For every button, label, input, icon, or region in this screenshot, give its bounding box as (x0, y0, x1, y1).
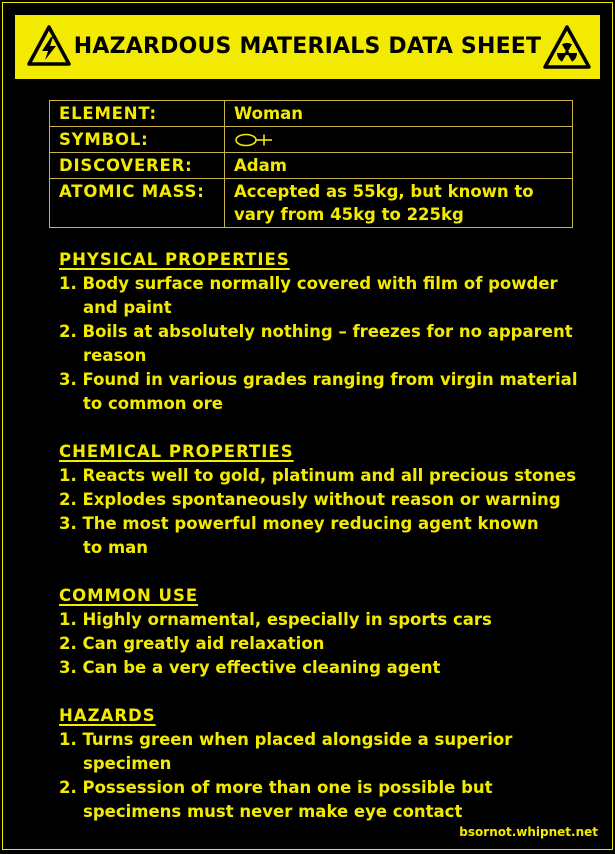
list-item-line: to common ore (83, 394, 223, 413)
list-item-line: 2. Can greatly aid relaxation (59, 634, 325, 653)
list-item-line: 2. Boils at absolutely nothing – freezes for no apparent (59, 322, 573, 341)
atomic-mass-line: Accepted as 55kg, but known to (234, 182, 534, 201)
atomic-mass-label: ATOMIC MASS: (50, 179, 225, 228)
discoverer-value: Adam (225, 153, 573, 179)
radiation-hazard-icon (542, 24, 592, 70)
list-item (59, 272, 604, 320)
data-sheet (2, 2, 613, 850)
list-item (59, 728, 604, 776)
atomic-mass-line: vary from 45kg to 225kg (234, 205, 464, 224)
list-item-line: 1. Reacts well to gold, platinum and all precious stones (59, 466, 577, 485)
list-item (59, 464, 604, 488)
list-item (59, 632, 604, 656)
list-item-line: specimens must never make eye contact (83, 802, 463, 821)
list-item-line: 3. The most powerful money reducing agent known (59, 514, 539, 533)
list-item (59, 320, 604, 368)
chemical-properties-list (59, 464, 604, 560)
list-item-line: 3. Found in various grades ranging from virgin material (59, 370, 578, 389)
list-item-line: to man (83, 538, 149, 557)
chemical-properties-heading: CHEMICAL PROPERTIES (59, 442, 294, 461)
list-item-line: 2. Possession of more than one is possible but (59, 778, 493, 797)
table-row (50, 179, 573, 228)
table-row (50, 153, 573, 179)
list-item-line: 3. Can be a very effective cleaning agent (59, 658, 441, 677)
atomic-mass-value (225, 179, 573, 228)
list-item (59, 608, 604, 632)
list-item (59, 512, 604, 560)
list-item (59, 488, 604, 512)
common-use-list (59, 608, 604, 680)
element-info-table (49, 100, 573, 228)
symbol-label: SYMBOL: (50, 127, 225, 153)
properties-content (59, 248, 604, 824)
discoverer-label: DISCOVERER: (50, 153, 225, 179)
page-title: HAZARDOUS MATERIALS DATA SHEET (73, 34, 542, 59)
physical-properties-list (59, 272, 604, 416)
list-item-line: 2. Explodes spontaneously without reason or warning (59, 490, 561, 509)
table-row (50, 101, 573, 127)
site-credit: bsornot.whipnet.net (459, 825, 598, 839)
sideways-female-symbol-icon (234, 128, 274, 151)
common-use-heading: COMMON USE (59, 586, 199, 605)
list-item (59, 776, 604, 824)
element-label: ELEMENT: (50, 101, 225, 127)
element-value: Woman (225, 101, 573, 127)
list-item-line: specimen (83, 754, 172, 773)
list-item (59, 656, 604, 680)
hazards-list (59, 728, 604, 824)
hazards-heading: HAZARDS (59, 706, 156, 725)
list-item-line: 1. Turns green when placed alongside a superior (59, 730, 513, 749)
table-row (50, 127, 573, 153)
list-item-line: reason (83, 346, 147, 365)
physical-properties-heading: PHYSICAL PROPERTIES (59, 250, 290, 269)
list-item-line: 1. Highly ornamental, especially in sports cars (59, 610, 492, 629)
symbol-value (225, 127, 573, 153)
list-item-line: 1. Body surface normally covered with film of powder (59, 274, 558, 293)
list-item (59, 368, 604, 416)
list-item-line: and paint (83, 298, 172, 317)
title-banner (15, 15, 600, 79)
